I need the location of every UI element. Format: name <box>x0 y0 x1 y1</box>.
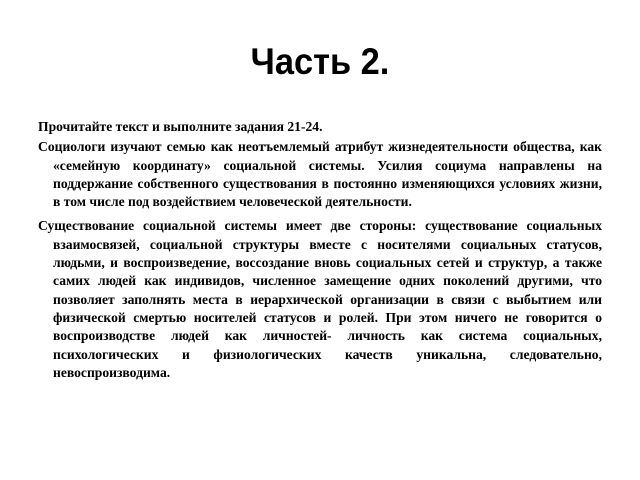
slide-content <box>38 118 602 388</box>
task-instruction: Прочитайте текст и выполните задания 21-24. <box>38 119 323 134</box>
text-paragraph-2: Существование социальной системы имеет две стороны: существование социальных взаимосвязей, социальной структуры вместе с носителями социальных статусов, людьми, и воспроизведение, воссоздание вновь социальных сетей и структур, а также самих людей как индивидов, численное замещение одних поколений другими, что позволяет заполнять места в иерархической организации в связи с выбытием или физической смертью носителей статусов и ролей. При этом ничего не говорится о воспроизводстве людей как личностей- личность как система социальных, психологических и физиологических качеств уникальна, следовательно, невоспроизводима. <box>38 218 602 380</box>
text-paragraph-1: Социологи изучают семью как неотъемлемый атрибут жизнедеятельности общества, как «семейную координату» социальной системы. Усилия социума направлены на поддержание собственного существования в постоянно изменяющихся условиях жизни, в том числе под воздействием человеческой деятельности. <box>38 139 602 210</box>
slide-title: Часть 2. <box>250 41 390 82</box>
